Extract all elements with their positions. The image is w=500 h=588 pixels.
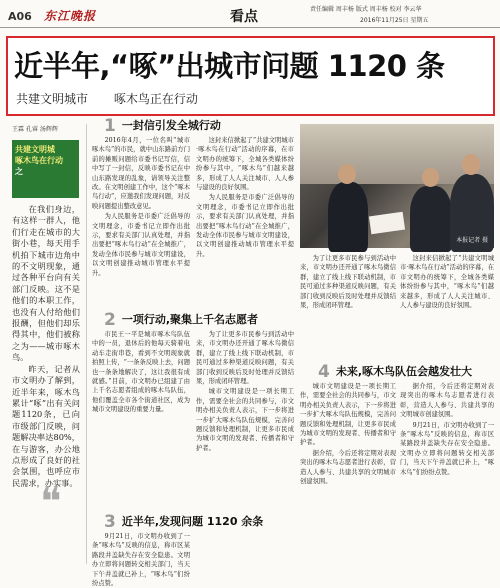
headline-box: [6, 36, 495, 116]
article-paragraph: 9月21日，市文明办收到了一条“啄木鸟”反映的信息，称市区某路段井盖缺失存在安全隐患。文明办立即将问题转交相关部门，当天下午井盖就已补上，“啄木鸟”们纷纷点赞。: [92, 533, 190, 588]
editor-credits: 责任编辑 周丰杨 版式 周丰杨 校对 李云华: [310, 6, 422, 13]
issue-date: 2016年11月25日 星期五: [360, 17, 429, 24]
article-column: [400, 254, 494, 354]
section-heading: [104, 512, 263, 532]
article-paragraph: 市民王一平是城市啄木鸟队伍中的一员，退休后的他每天骑着电动车走街串巷，看到不文明现象就拍照上传，“一条条反映上去，问题也一条条地解决了，这让我很有成就感。”目前，市文明办已组建了由上千名志愿者组成的啄木鸟队伍，他们覆盖全市各个街道社区，成为城市文明建设的重要力量。: [92, 331, 190, 414]
news-photo: [300, 124, 494, 248]
quote-mark-icon: ❝: [40, 479, 62, 525]
subheadline-part: 共建文明城市: [16, 92, 89, 106]
article-paragraph: 这封来信掀起了“共建文明城市·啄木鸟在行动”活动的序幕，在市文明办的统筹下，全城各类媒体纷纷参与其中，“啄木鸟”们越来越多，形成了人人关注城市、人人参与建设的良好氛围。: [196, 137, 294, 192]
article-paragraph: 为了让更多市民参与到活动中来，市文明办还开通了啄木鸟微信群，建立了线上线下联动机制，市民可通过多种渠道反映问题，有关部门收到反映后及时处理并反馈结果，形成闭环管理。: [300, 255, 396, 310]
pull-box-line: 共建文明城: [15, 145, 55, 154]
section-title: 看点: [230, 9, 258, 25]
article-column: [92, 136, 190, 304]
photo-person-head: [338, 164, 356, 184]
lead-column: [12, 204, 80, 489]
article-column: [92, 330, 190, 506]
article-paragraph: 为人民服务是市委广泛倡导的文明理念，市委书记立即作出批示，要求有关部门认真处理，并指出要把“啄木鸟行动”在全城推广，发动全体市民参与城市文明建设，以文明创建推动城市管理水平提升。: [92, 213, 190, 277]
photo-person-head: [422, 168, 439, 187]
masthead: [0, 0, 500, 28]
article-column: [196, 136, 294, 304]
article-paragraph: 9月21日，市文明办收到了一条“啄木鸟”反映的信息，称市区某路段井盖缺失存在安全隐患。文明办立即将问题转交相关部门，当天下午井盖就已补上，“啄木鸟”们纷纷点赞。: [400, 421, 494, 476]
article-column: [300, 382, 396, 572]
subheadline: [16, 90, 220, 107]
photo-caption: 本报记者 摄: [456, 237, 488, 244]
section-title: 一项行动,聚集上千名志愿者: [121, 313, 259, 326]
section-heading: [318, 362, 472, 382]
section-number: 4: [318, 362, 330, 382]
byline: 王霖 孔睿 汤辉辉: [12, 126, 58, 133]
section-number: 2: [104, 310, 116, 330]
newspaper-logo: 东江晚报: [44, 9, 97, 23]
pull-box-sub: 之: [15, 167, 23, 176]
section-heading: [104, 310, 258, 330]
photo-person: [410, 186, 452, 252]
photo-person: [328, 182, 368, 252]
lead-paragraph: 昨天，记者从市文明办了解到，近半年来，啄木鸟累计“啄”出有关问题1120条，已向市级部门反映，问题解决率达80%，在与游客，办公地点形成了良好的社会氛围，也呼应市民需求，办实事。: [12, 363, 80, 488]
article-paragraph: 为了让更多市民参与到活动中来，市文明办还开通了啄木鸟微信群，建立了线上线下联动机制，市民可通过多种渠道反映问题，有关部门收到反映后及时处理并反馈结果，形成闭环管理。: [196, 331, 294, 386]
article-paragraph: 据介绍，今后还将定期对表现突出的啄木鸟志愿者进行表彰，营造人人参与、共建共享的文明城市创建氛围。: [300, 449, 396, 486]
headline: 近半年,“啄”出城市问题 1120 条: [14, 49, 445, 83]
article-column: [196, 330, 294, 570]
article-paragraph: 为人民服务是市委广泛倡导的文明理念，市委书记立即作出批示，要求有关部门认真处理，并指出要把“啄木鸟行动”在全城推广，发动全体市民参与城市文明建设，以文明创建推动城市管理水平提升。: [196, 194, 294, 258]
subheadline-part: 啄木鸟正在行动: [113, 92, 198, 106]
section-title: 一封信引发全城行动: [121, 119, 221, 132]
section-number: 3: [104, 512, 116, 532]
pull-box: [12, 140, 79, 198]
article-column: [300, 254, 396, 354]
section-heading: [104, 116, 221, 136]
section-title: 近半年,发现问题 1120 余条: [121, 515, 264, 528]
section-number: 1: [104, 116, 116, 136]
article-paragraph: 这封来信掀起了“共建文明城市·啄木鸟在行动”活动的序幕，在市文明办的统筹下，全城各类媒体纷纷参与其中，“啄木鸟”们越来越多，形成了人人关注城市、人人参与建设的良好氛围。: [400, 255, 494, 310]
section-title: 未来,啄木鸟队伍会越发壮大: [335, 365, 473, 378]
photo-document: [369, 212, 405, 235]
lead-paragraph: 在我们身边，有这样一群人，他们行走在城市的大街小巷，每天用手机拍下城市边角中的不文明现象，通过各种平台向有关部门反映。这不是他们的本职工作，也没有人付给他们报酬，但他们却乐得其中，他们被称之为——城市啄木鸟。: [12, 204, 80, 363]
column-divider: [86, 124, 87, 564]
article-paragraph: 2016年4月，一位名叫“城市啄木鸟”的市民，就中山东路前方门前的摊贩问题给市委书记写信，信中写了一封信，反映市委书记在中山东路发现的乱象，请领导关注整改。在文明创建工作中，这个“啄木鸟行动”，应邀我们发现问题，对反映问题提出整改意见。: [92, 137, 190, 210]
article-column: [92, 532, 190, 588]
article-paragraph: 城市文明建设是一项长期工作，需要全社会的共同参与，市文明办相关负责人表示，下一步将进一步扩大啄木鸟队伍规模，完善问题反馈和处理机制，让更多市民成为城市文明的发现者、传播者和守护者。: [300, 383, 396, 447]
page-number: A06: [8, 10, 32, 23]
photo-person-head: [462, 154, 480, 175]
article-paragraph: 据介绍，今后还将定期对表现突出的啄木鸟志愿者进行表彰，营造人人参与、共建共享的文明城市创建氛围。: [400, 383, 494, 419]
article-column: [400, 382, 494, 572]
article-paragraph: 城市文明建设是一项长期工作，需要全社会的共同参与，市文明办相关负责人表示，下一步将进一步扩大啄木鸟队伍规模，完善问题反馈和处理机制，让更多市民成为城市文明的发现者、传播者和守护者。: [196, 388, 294, 452]
pull-box-line: 啄木鸟在行动: [15, 156, 63, 165]
